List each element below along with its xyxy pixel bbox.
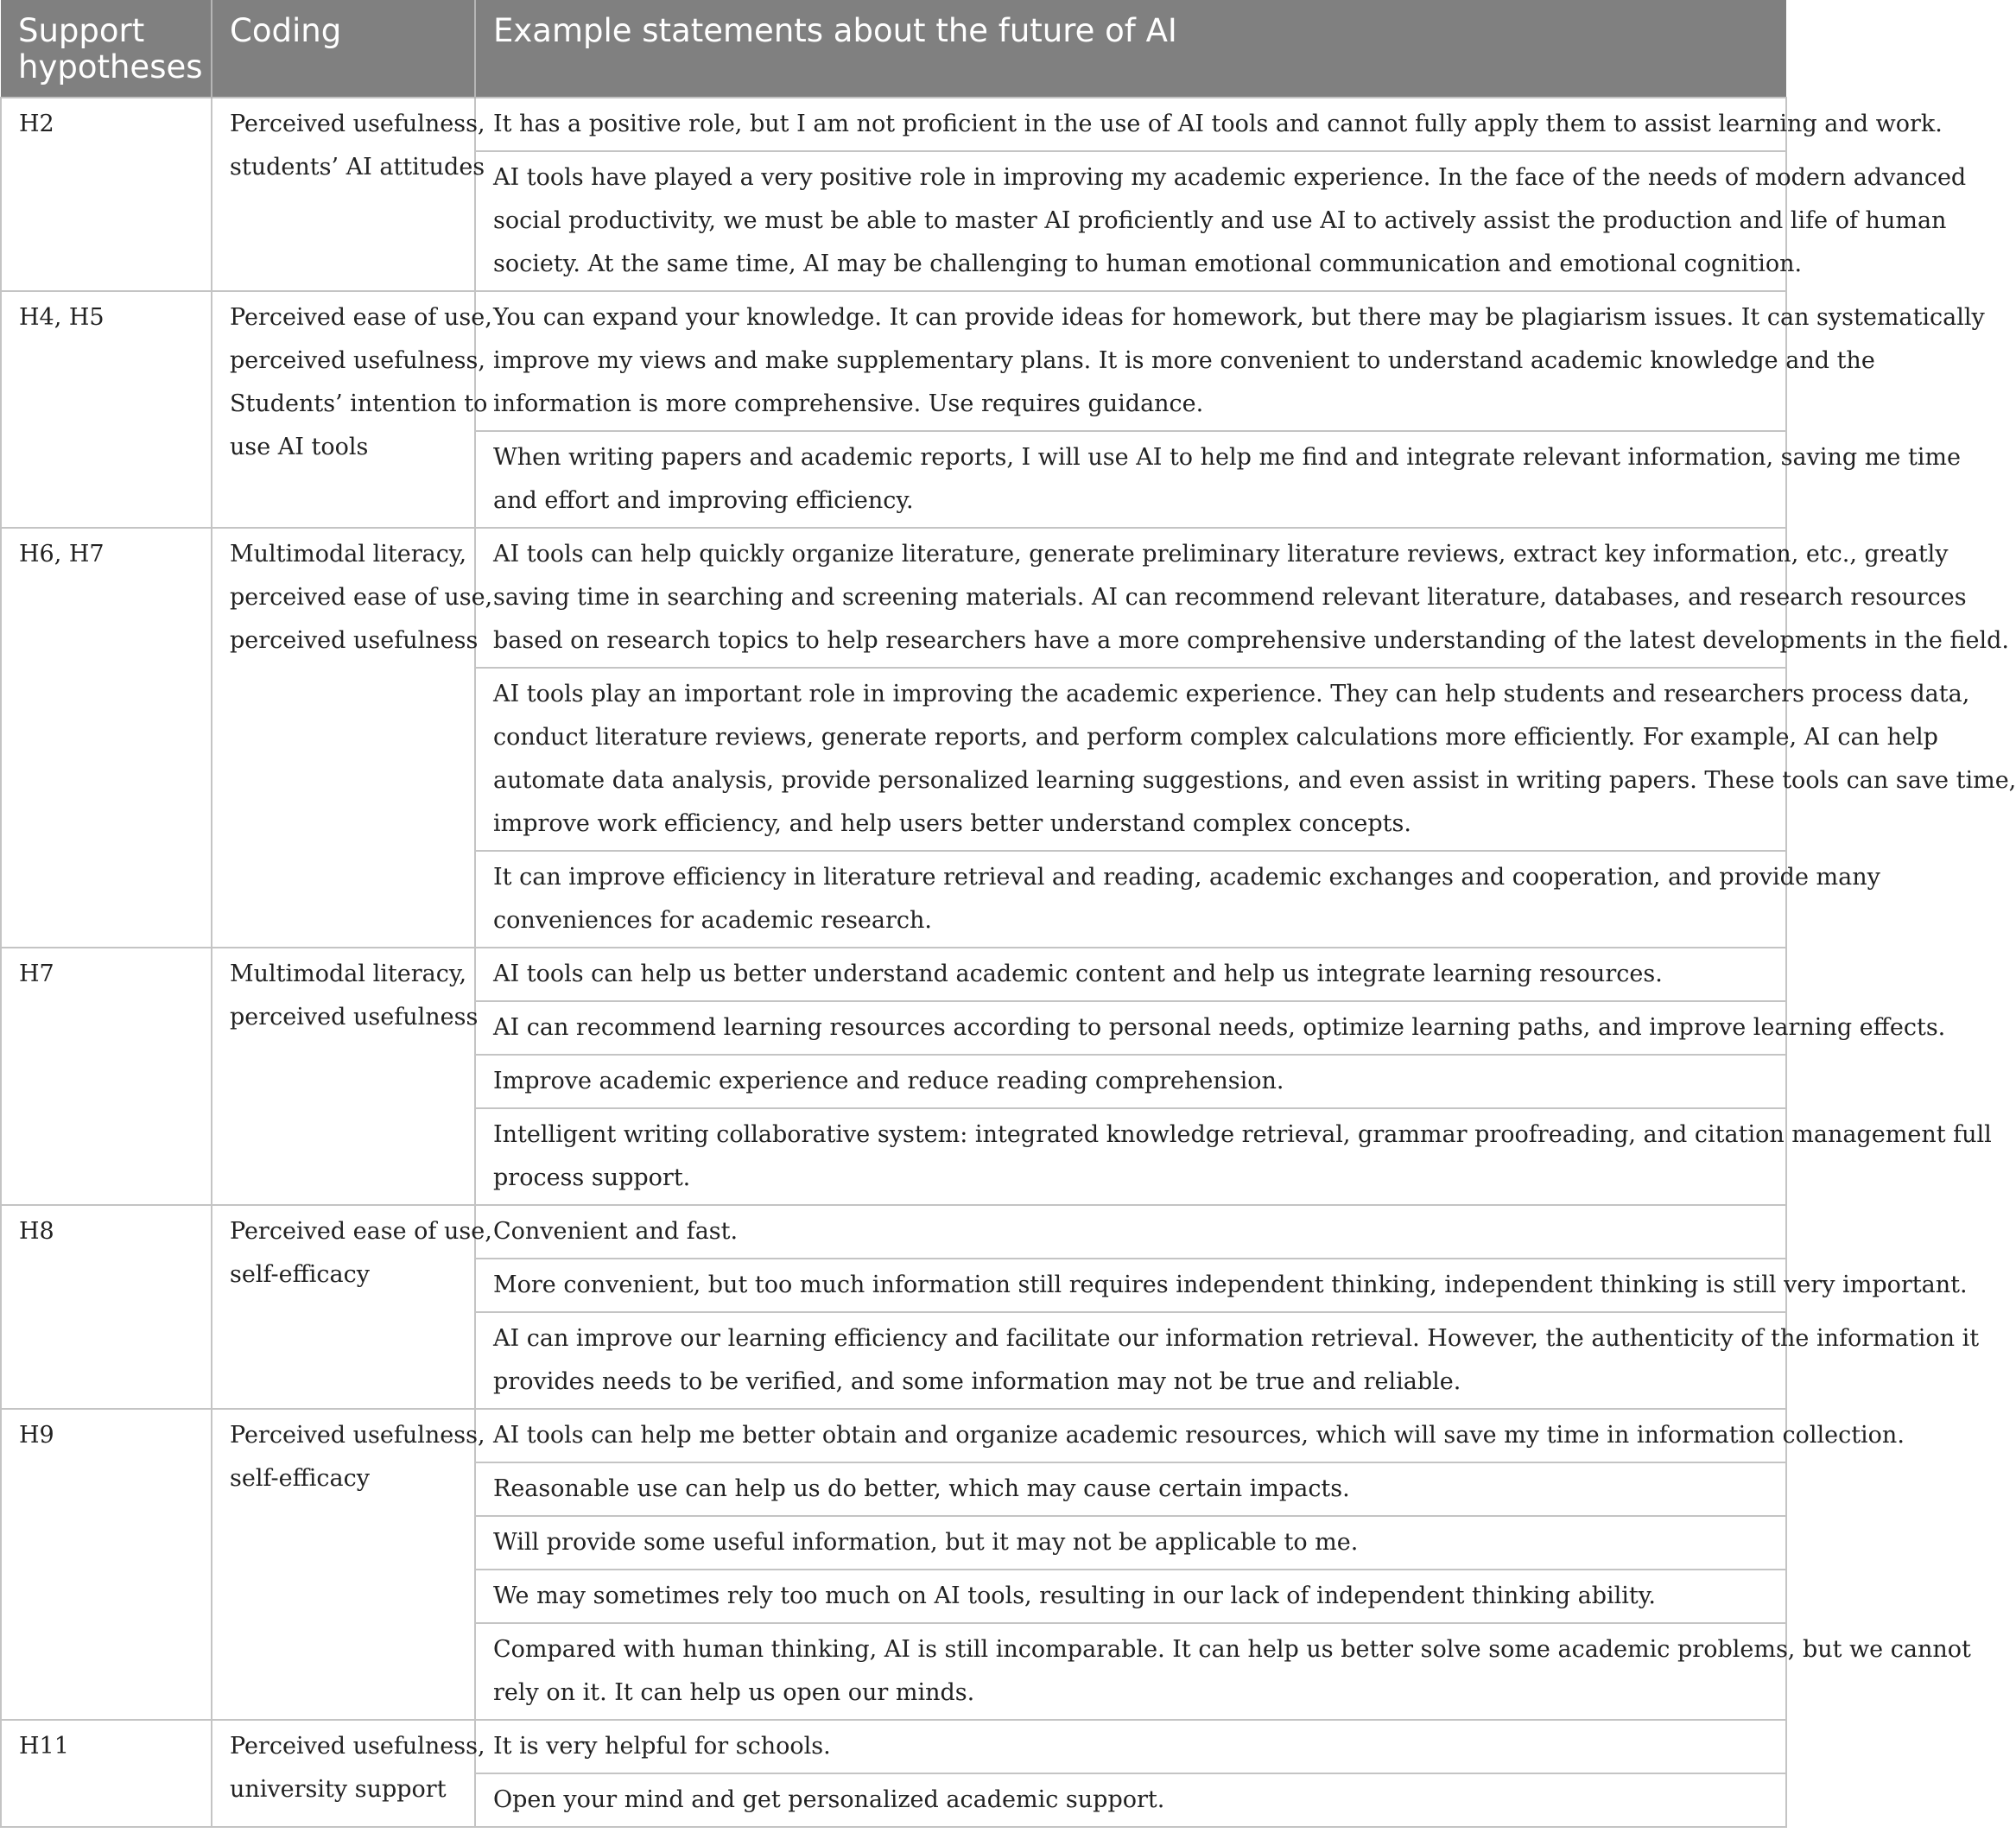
hypothesis-cell: H4, H5 <box>1 291 212 528</box>
statement-line: AI can improve our learning efficiency and facilitate our information retrieval. However, the authenticity of the information it <box>493 1325 1980 1352</box>
statement-cell <box>475 1773 1786 1827</box>
statement-line: Reasonable use can help us do better, which may cause certain impacts. <box>493 1475 1350 1502</box>
hypothesis-cell: H2 <box>1 98 212 291</box>
statement-cell <box>475 1312 1980 1409</box>
coding-line: Perceived ease of use, <box>230 304 492 331</box>
statement-line: and effort and improving efficiency. <box>493 487 914 514</box>
hypothesis-cell: H6, H7 <box>1 528 212 948</box>
coding-cell <box>212 528 493 948</box>
coding-cell <box>212 98 485 291</box>
header-support-hypotheses: Support hypotheses <box>1 0 212 98</box>
coding-line: perceived usefulness <box>230 627 479 654</box>
statement-line: saving time in searching and screening materials. AI can recommend relevant literature, databases, and research resources <box>493 584 1967 611</box>
coding-line: perceived usefulness, <box>230 347 485 374</box>
table-row <box>1 1409 1786 1462</box>
statement-cell <box>475 851 1880 948</box>
coding-cell <box>212 948 479 1205</box>
statement-cell <box>475 528 2009 668</box>
coding-cell <box>212 291 492 528</box>
statement-line: AI tools play an important role in improving the academic experience. They can help students and researchers process data, <box>493 681 1970 707</box>
coding-line: use AI tools <box>230 434 369 460</box>
statement-line: Improve academic experience and reduce reading comprehension. <box>493 1068 1284 1094</box>
statement-cell <box>475 1409 1905 1462</box>
table-row <box>1 1720 1786 1773</box>
coding-line: self-efficacy <box>230 1465 371 1492</box>
statement-cell <box>475 1516 1786 1570</box>
statement-line: AI tools can help me better obtain and organize academic resources, which will save my time in information collection. <box>493 1422 1905 1449</box>
coding-cell <box>212 1720 485 1827</box>
coding-line: students’ AI attitudes <box>230 154 485 181</box>
statement-line: AI tools can help us better understand academic content and help us integrate learning resources. <box>493 961 1663 987</box>
coding-line: Students’ intention to <box>230 390 488 417</box>
statement-line: AI tools have played a very positive role in improving my academic experience. In the face of the needs of modern advanced <box>493 164 1967 191</box>
header-coding: Coding <box>212 0 475 98</box>
statement-line: Will provide some useful information, but it may not be applicable to me. <box>493 1529 1359 1556</box>
statement-cell <box>475 291 1985 431</box>
statement-line: based on research topics to help researchers have a more comprehensive understanding of the latest developments in the field. <box>493 627 2009 654</box>
coding-line: Perceived usefulness, <box>230 111 485 137</box>
hypothesis-cell: H8 <box>1 1205 212 1409</box>
statement-cell <box>475 1001 1946 1055</box>
coding-cell <box>212 1409 485 1720</box>
statement-line: Convenient and fast. <box>493 1218 739 1245</box>
table-row <box>1 291 1786 431</box>
statement-cell <box>475 151 1967 291</box>
header-row <box>1 0 1786 98</box>
statement-cell <box>475 431 1962 528</box>
statement-cell <box>475 1108 1992 1205</box>
statement-line: AI can recommend learning resources according to personal needs, optimize learning paths, and improve learning effects. <box>493 1014 1946 1041</box>
statement-line: It can improve efficiency in literature retrieval and reading, academic exchanges and cooperation, and provide many <box>493 864 1880 891</box>
statement-cell <box>475 1570 1786 1623</box>
statement-line: You can expand your knowledge. It can provide ideas for homework, but there may be plagiarism issues. It can systematically <box>493 304 1985 331</box>
statement-line: conveniences for academic research. <box>493 907 933 934</box>
statement-line: social productivity, we must be able to master AI proficiently and use AI to actively assist the production and life of human <box>493 207 1947 234</box>
header-example-statements: Example statements about the future of AI <box>475 0 1786 98</box>
hypothesis-cell: H11 <box>1 1720 212 1827</box>
statement-line: Intelligent writing collaborative system: integrated knowledge retrieval, grammar proofreading, and citation management full <box>493 1121 1992 1148</box>
coding-line: Perceived usefulness, <box>230 1422 485 1449</box>
coding-line: self-efficacy <box>230 1261 371 1288</box>
coding-line: Perceived usefulness, <box>230 1733 485 1760</box>
statement-cell <box>475 1720 1786 1773</box>
statement-cell <box>475 948 1786 1001</box>
statement-line: process support. <box>493 1164 691 1191</box>
statement-line: conduct literature reviews, generate reports, and perform complex calculations more efficiently. For example, AI can help <box>493 724 1938 751</box>
statement-cell <box>475 1205 1786 1259</box>
statement-line: information is more comprehensive. Use requires guidance. <box>493 390 1204 417</box>
statement-line: automate data analysis, provide personalized learning suggestions, and even assist in writing papers. These tools can save time, <box>493 767 2016 794</box>
statement-cell <box>475 1055 1786 1108</box>
statement-line: When writing papers and academic reports, I will use AI to help me find and integrate relevant information, saving me time <box>493 444 1962 471</box>
coding-line: university support <box>230 1776 447 1803</box>
table-row <box>1 98 1786 151</box>
coding-cell <box>212 1205 492 1409</box>
statement-line: provides needs to be verified, and some information may not be true and reliable. <box>493 1368 1461 1395</box>
table-row <box>1 1205 1786 1259</box>
statement-line: Compared with human thinking, AI is still incomparable. It can help us better solve some academic problems, but we cannot <box>493 1636 1971 1663</box>
statement-cell <box>475 1462 1786 1516</box>
coding-line: Perceived ease of use, <box>230 1218 492 1245</box>
statement-cell <box>475 1623 1971 1720</box>
coding-line: Multimodal literacy, <box>230 961 467 987</box>
table-row <box>1 528 1786 668</box>
statement-line: It is very helpful for schools. <box>493 1733 831 1760</box>
statement-line: AI tools can help quickly organize literature, generate preliminary literature reviews, extract key information, etc., greatly <box>493 541 1949 568</box>
table-row <box>1 948 1786 1001</box>
hypothesis-cell: H9 <box>1 1409 212 1720</box>
coding-line: Multimodal literacy, <box>230 541 467 568</box>
statement-line: rely on it. It can help us open our minds. <box>493 1679 975 1706</box>
statement-cell <box>475 668 2016 851</box>
coding-line: perceived ease of use, <box>230 584 493 611</box>
statement-line: It has a positive role, but I am not proficient in the use of AI tools and cannot fully apply them to assist learning and work. <box>493 111 1943 137</box>
statement-line: Open your mind and get personalized academic support. <box>493 1786 1165 1813</box>
statement-line: We may sometimes rely too much on AI tools, resulting in our lack of independent thinking ability. <box>493 1582 1657 1609</box>
statement-cell <box>475 98 1943 151</box>
statement-line: More convenient, but too much information still requires independent thinking, independent thinking is still very important. <box>493 1272 1968 1298</box>
table-header <box>1 0 1786 98</box>
statement-cell <box>475 1259 1968 1312</box>
statement-line: society. At the same time, AI may be challenging to human emotional communication and emotional cognition. <box>493 251 1803 277</box>
coding-line: perceived usefulness <box>230 1004 479 1031</box>
hypothesis-cell: H7 <box>1 948 212 1205</box>
statement-line: improve work efficiency, and help users better understand complex concepts. <box>493 810 1411 837</box>
statement-line: improve my views and make supplementary plans. It is more convenient to understand academic knowledge and the <box>493 347 1875 374</box>
table-body <box>1 98 2016 1827</box>
